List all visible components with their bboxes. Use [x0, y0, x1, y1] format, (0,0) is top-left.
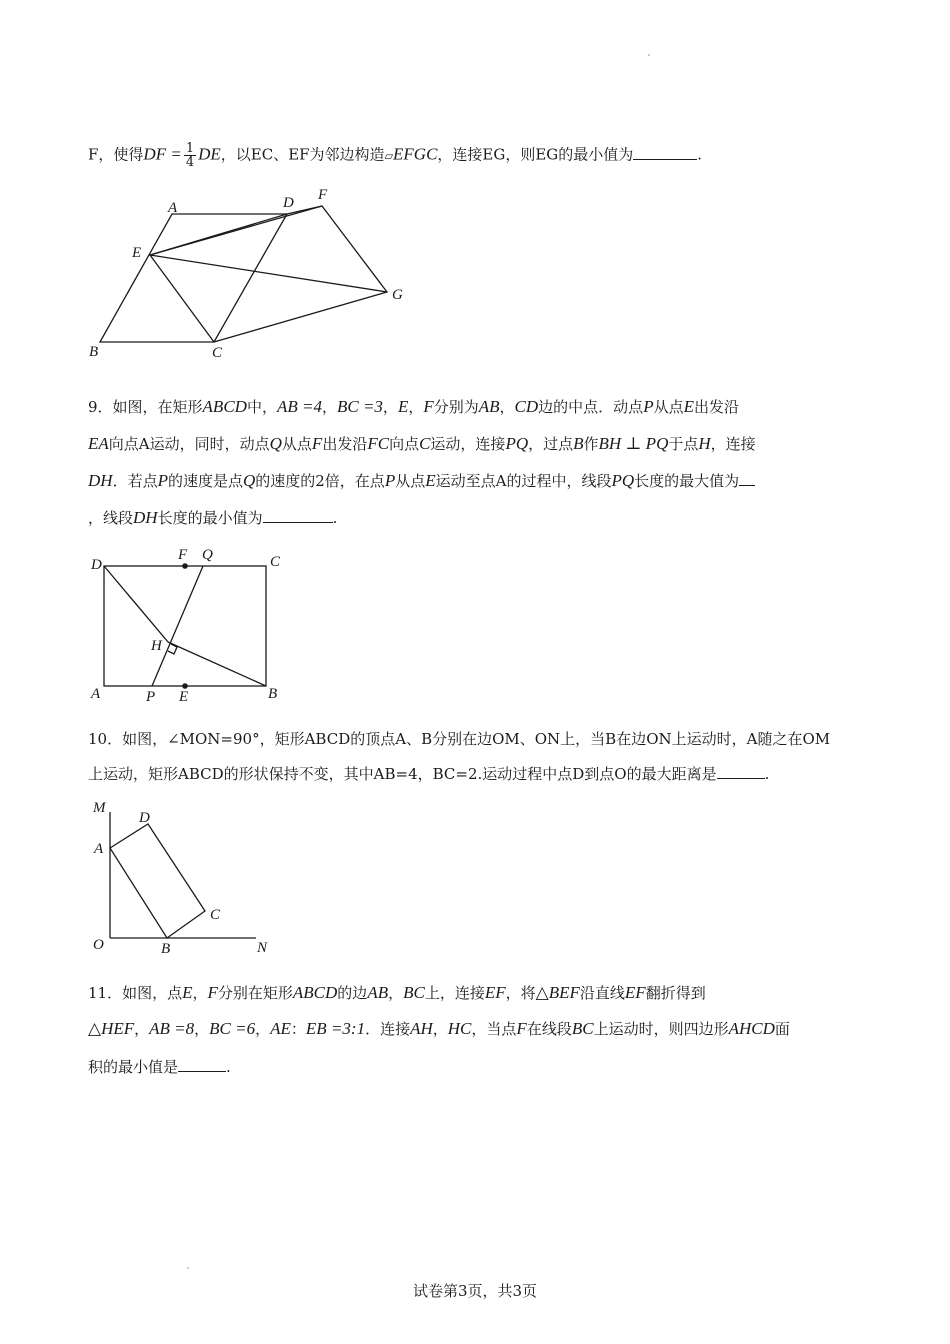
q11-l1-i: 翻折得到 [645, 984, 706, 1002]
q9-l1-m6: AB [478, 397, 500, 416]
q11-l1-d: 的边 [337, 984, 368, 1002]
q11-l2-m10: AHCD [728, 1019, 775, 1038]
q8-text-a: F，使得 [88, 145, 144, 164]
q9-l1-d: ， [382, 398, 398, 416]
q11-l2-h: 在线段 [526, 1020, 572, 1038]
q9-l2-i: ，连接 [710, 435, 756, 453]
q9-l3-m6: PQ [611, 471, 635, 490]
q9-l4-m1: DH [133, 508, 158, 527]
q9-l1-m5: F [423, 397, 434, 416]
q9-l3-m2: P [157, 471, 168, 490]
q11-l2-m4: AE [270, 1019, 291, 1038]
q9-l1-m9: E [683, 397, 694, 416]
q9-l2-m3: F [311, 434, 323, 453]
label-d: D [283, 195, 294, 211]
label-h: H [151, 638, 162, 654]
q9-l1-m1: ABCD [202, 397, 247, 416]
q9-l3-e: 运动至点A的过程中，线段 [435, 472, 612, 490]
q11-l2-m7: HC [447, 1019, 472, 1038]
q9-l2-m5: C [419, 434, 431, 453]
label-d: D [139, 810, 150, 826]
q9-l3-m5: E [425, 471, 436, 490]
q11-l3-a: 积的最小值是 [88, 1058, 179, 1076]
q11-l1-g: ，将 [505, 984, 536, 1002]
q9-l1-h: 边的中点．动点 [538, 398, 644, 416]
label-a: A [168, 200, 178, 216]
q11-l1-m1: E [182, 983, 193, 1002]
q9-l1-b: 中， [246, 398, 277, 416]
q11-l2-j: 面 [774, 1020, 790, 1038]
q9-l4-end: . [332, 509, 338, 527]
q11-l1-m6: EF [484, 983, 506, 1002]
label-p: P [146, 689, 156, 705]
label-m: M [93, 800, 106, 816]
label-c: C [270, 554, 281, 570]
q9-l1-m7: CD [514, 397, 539, 416]
q8-frac-den: 4 [185, 155, 195, 170]
q9-l1-m4: E [397, 397, 409, 416]
q9-l1-f: 分别为 [433, 398, 479, 416]
q9-l2-m2: Q [269, 434, 282, 453]
speck [648, 54, 650, 56]
q9-l2-m8: BH ⊥ PQ [598, 434, 669, 453]
q11-l1-a: 11．如图，点 [88, 984, 183, 1002]
parallelogram-symbol: ▱ [384, 149, 394, 163]
label-b: B [268, 686, 278, 702]
q11-line-1 [88, 983, 706, 1003]
q11-l1-c: 分别在矩形 [217, 984, 293, 1002]
q11-l2-m9: BC [571, 1019, 594, 1038]
q9-l1-c: ， [321, 398, 337, 416]
label-q: Q [202, 547, 213, 563]
q9-l2-c: 出发沿 [322, 435, 368, 453]
q8-para-name: EFGC [393, 144, 438, 164]
q9-l2-m7: B [573, 434, 584, 453]
q11-l1-m4: AB [367, 983, 389, 1002]
label-d: D [91, 557, 102, 573]
q11-l1-f: 上，连接 [424, 984, 485, 1002]
label-b: B [89, 344, 99, 360]
q11-l2-d: ： [290, 1020, 306, 1038]
q9-l2-m6: PQ [505, 434, 529, 453]
q9-l1-i: 从点 [653, 398, 684, 416]
q9-l4-a: ，线段 [88, 509, 134, 527]
label-c: C [210, 907, 221, 923]
q11-l1-b: ， [192, 984, 208, 1002]
q9-l1-g: ， [499, 398, 515, 416]
q9-l3-b: 的速度是点 [167, 472, 243, 490]
q9-l2-g: 作 [583, 435, 599, 453]
q9-l3-m1: DH [88, 471, 113, 490]
q11-l2-g: ，当点 [471, 1020, 517, 1038]
q9-l3-m3: Q [242, 471, 256, 490]
label-b: B [161, 941, 171, 957]
q8-end: . [697, 145, 703, 164]
q8-frac-num: 1 [185, 141, 195, 156]
q11-l2-m2: AB =8 [149, 1019, 195, 1038]
label-a: A [91, 686, 101, 702]
q11-l1-h: 沿直线 [579, 984, 625, 1002]
q9-l1-m2: AB =4 [276, 397, 322, 416]
q9-l3-d: 从点 [395, 472, 426, 490]
q9-l2-h: 于点 [668, 435, 699, 453]
label-o: O [93, 937, 104, 953]
label-n: N [257, 940, 268, 956]
q9-l2-a: 向点A运动，同时，动点 [108, 435, 270, 453]
q9-l2-m4: FC [367, 434, 390, 453]
q11-l2-e: ．连接 [365, 1020, 411, 1038]
q8-text-b: ，以EC、EF为邻边构造 [220, 145, 385, 164]
q9-l3-m4: P [384, 471, 396, 490]
q11-l2-a: ， [134, 1020, 150, 1038]
q10-l2-text: 上运动，矩形ABCD的形状保持不变，其中AB=4，BC=2.运动过程中点D到点O的最大距离是 [88, 765, 717, 783]
q9-l2-e: 运动，连接 [430, 435, 506, 453]
q11-l1-m3: ABCD [292, 983, 338, 1002]
q9-l2-m9: H [698, 434, 711, 453]
rectangle-abcd [110, 824, 205, 938]
q8-eq-rhs: DE [198, 144, 221, 164]
label-a: A [94, 841, 104, 857]
q11-l1-m8: EF [624, 983, 646, 1002]
q9-l3-c: 的速度的2倍，在点 [255, 472, 385, 490]
q11-line-2 [88, 1019, 790, 1039]
q11-l2-i: 上运动时，则四边形 [593, 1020, 729, 1038]
q11-l3-end: . [226, 1058, 231, 1076]
q11-l1-m5: BC [403, 983, 425, 1002]
q9-l1-m8: P [643, 397, 654, 416]
q11-l1-e: ， [388, 984, 404, 1002]
q11-l2-m3: BC =6 [209, 1019, 256, 1038]
speck [187, 1267, 189, 1269]
q9-l2-d: 向点 [389, 435, 420, 453]
label-f: F [318, 187, 328, 203]
q9-l1-e: ， [408, 398, 424, 416]
q10-end: . [764, 765, 770, 783]
q11-l2-m8: F [516, 1019, 527, 1038]
page-footer: 试卷第3页，共3页 [412, 1282, 538, 1300]
label-g: G [392, 287, 403, 303]
q11-l2-b: ， [194, 1020, 210, 1038]
label-e: E [179, 689, 189, 705]
label-e: E [132, 245, 142, 261]
q9-l1-a: 9．如图，在矩形 [88, 398, 203, 416]
q11-l2-m1: △HEF [88, 1019, 135, 1038]
q9-l1-j: 出发沿 [693, 398, 739, 416]
q11-l2-m6: AH [410, 1019, 433, 1038]
q9-l4-b: 长度的最小值为 [157, 509, 263, 527]
q9-l3-f: 长度的最大值为 [634, 472, 740, 490]
q11-l1-m2: F [207, 983, 218, 1002]
q9-l2-f: ，过点 [528, 435, 574, 453]
q9-l1-m3: BC =3 [336, 397, 383, 416]
q11-line-3 [88, 1057, 231, 1077]
q8-text-c: ，连接EG，则EG的最小值为 [437, 145, 634, 164]
q8-eq-lhs: DF = [143, 144, 182, 164]
q11-l2-c: ， [255, 1020, 271, 1038]
q9-l2-b: 从点 [281, 435, 312, 453]
q9-l2-m1: EA [88, 434, 109, 453]
q11-answer-blank[interactable] [178, 1057, 226, 1072]
q9-l3-a: ．若点 [112, 472, 158, 490]
q11-l2-f: ， [432, 1020, 448, 1038]
q11-l2-m5: EB =3:1 [305, 1019, 366, 1038]
q11-l1-m7: △BEF [535, 983, 580, 1002]
label-f: F [178, 547, 188, 563]
label-c: C [212, 345, 223, 361]
q10-line-1: 10．如图，∠MON=90°，矩形ABCD的顶点A、B分别在边OM、ON上，当B在边ON上运动时，A随之在OM [88, 730, 831, 748]
